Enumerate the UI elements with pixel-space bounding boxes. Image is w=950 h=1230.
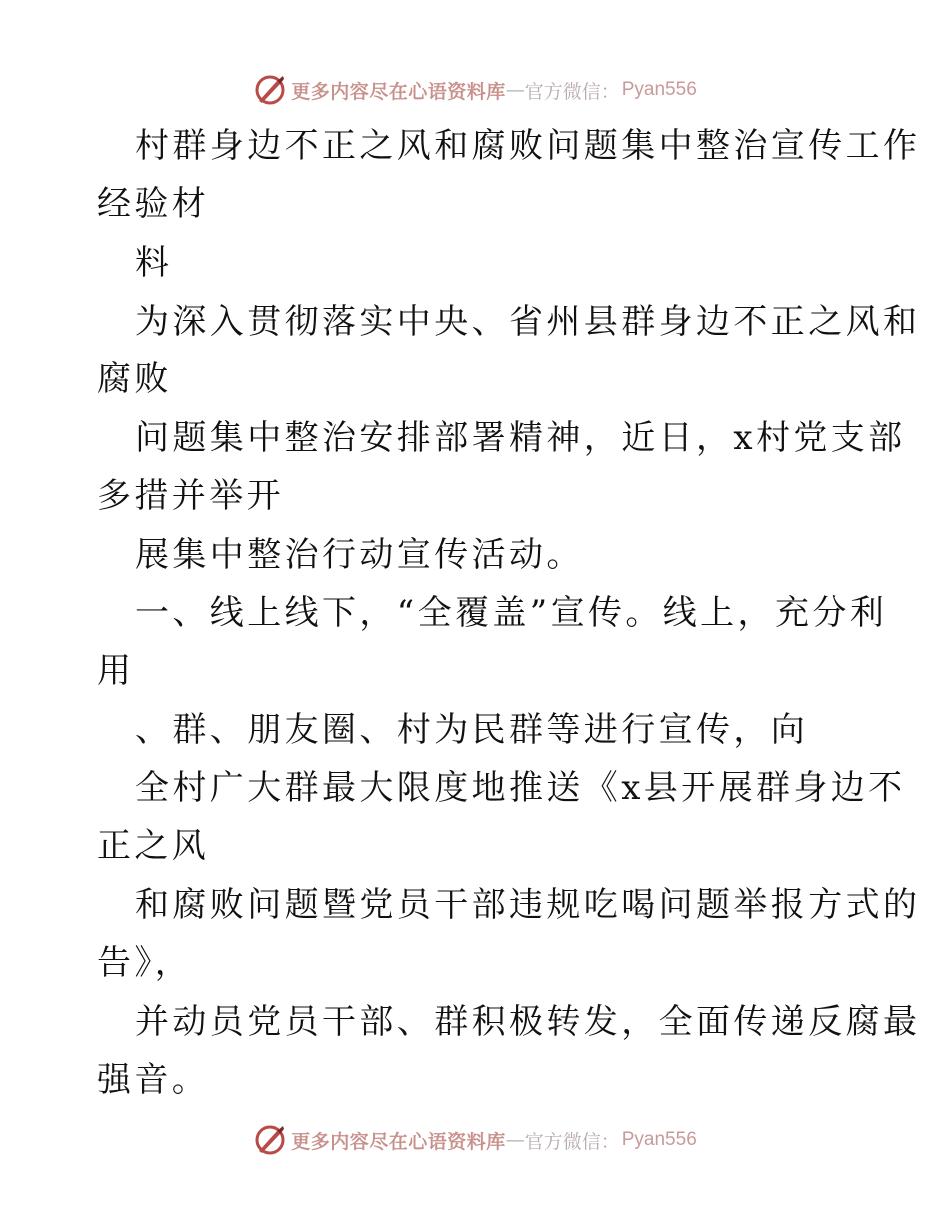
watermark-wechat-id: Pyan556 <box>621 79 697 100</box>
body-line: 腐败 <box>97 359 172 399</box>
watermark-wechat-id: Pyan556 <box>621 1129 697 1150</box>
body-line: 一、线上线下，“全覆盖”宣传。线上，充分利 <box>135 593 888 633</box>
watermark-separator: — <box>505 1129 525 1151</box>
body-line: 村群身边不正之风和腐败问题集中整治宣传工作 <box>135 126 921 166</box>
body-line: 、群、朋友圈、村为民群等进行宣传，向 <box>135 710 809 750</box>
body-line: 料 <box>135 243 173 283</box>
body-line: 多措并举开 <box>97 476 284 516</box>
body-line: 展集中整治行动宣传活动。 <box>135 535 584 575</box>
body-line: 全村广大群最大限度地推送《x县开展群身边不 <box>135 768 906 808</box>
watermark-title: 更多内容尽在心语资料库 <box>291 1130 506 1153</box>
footer-watermark <box>0 1120 950 1160</box>
body-line: 用 <box>97 651 135 691</box>
body-line: 告》， <box>97 943 193 983</box>
body-line: 问题集中整治安排部署精神，近日，x村党支部 <box>135 418 906 458</box>
watermark-official-label: 官方微信： <box>524 1130 620 1153</box>
watermark-title: 更多内容尽在心语资料库 <box>291 80 506 103</box>
body-line: 强音。 <box>97 1060 210 1100</box>
body-line: 并动员党员干部、群积极转发，全面传递反腐最 <box>135 1002 921 1042</box>
quill-logo-icon <box>253 1123 287 1157</box>
watermark-separator: — <box>505 79 525 101</box>
quill-logo-icon <box>253 73 287 107</box>
header-watermark <box>0 70 950 110</box>
watermark-official-label: 官方微信： <box>524 80 620 103</box>
body-line: 为深入贯彻落实中央、省州县群身边不正之风和 <box>135 302 921 342</box>
body-line: 和腐败问题暨党员干部违规吃喝问题举报方式的 <box>135 885 921 925</box>
body-line: 经验材 <box>97 184 210 224</box>
body-line: 正之风 <box>97 826 210 866</box>
